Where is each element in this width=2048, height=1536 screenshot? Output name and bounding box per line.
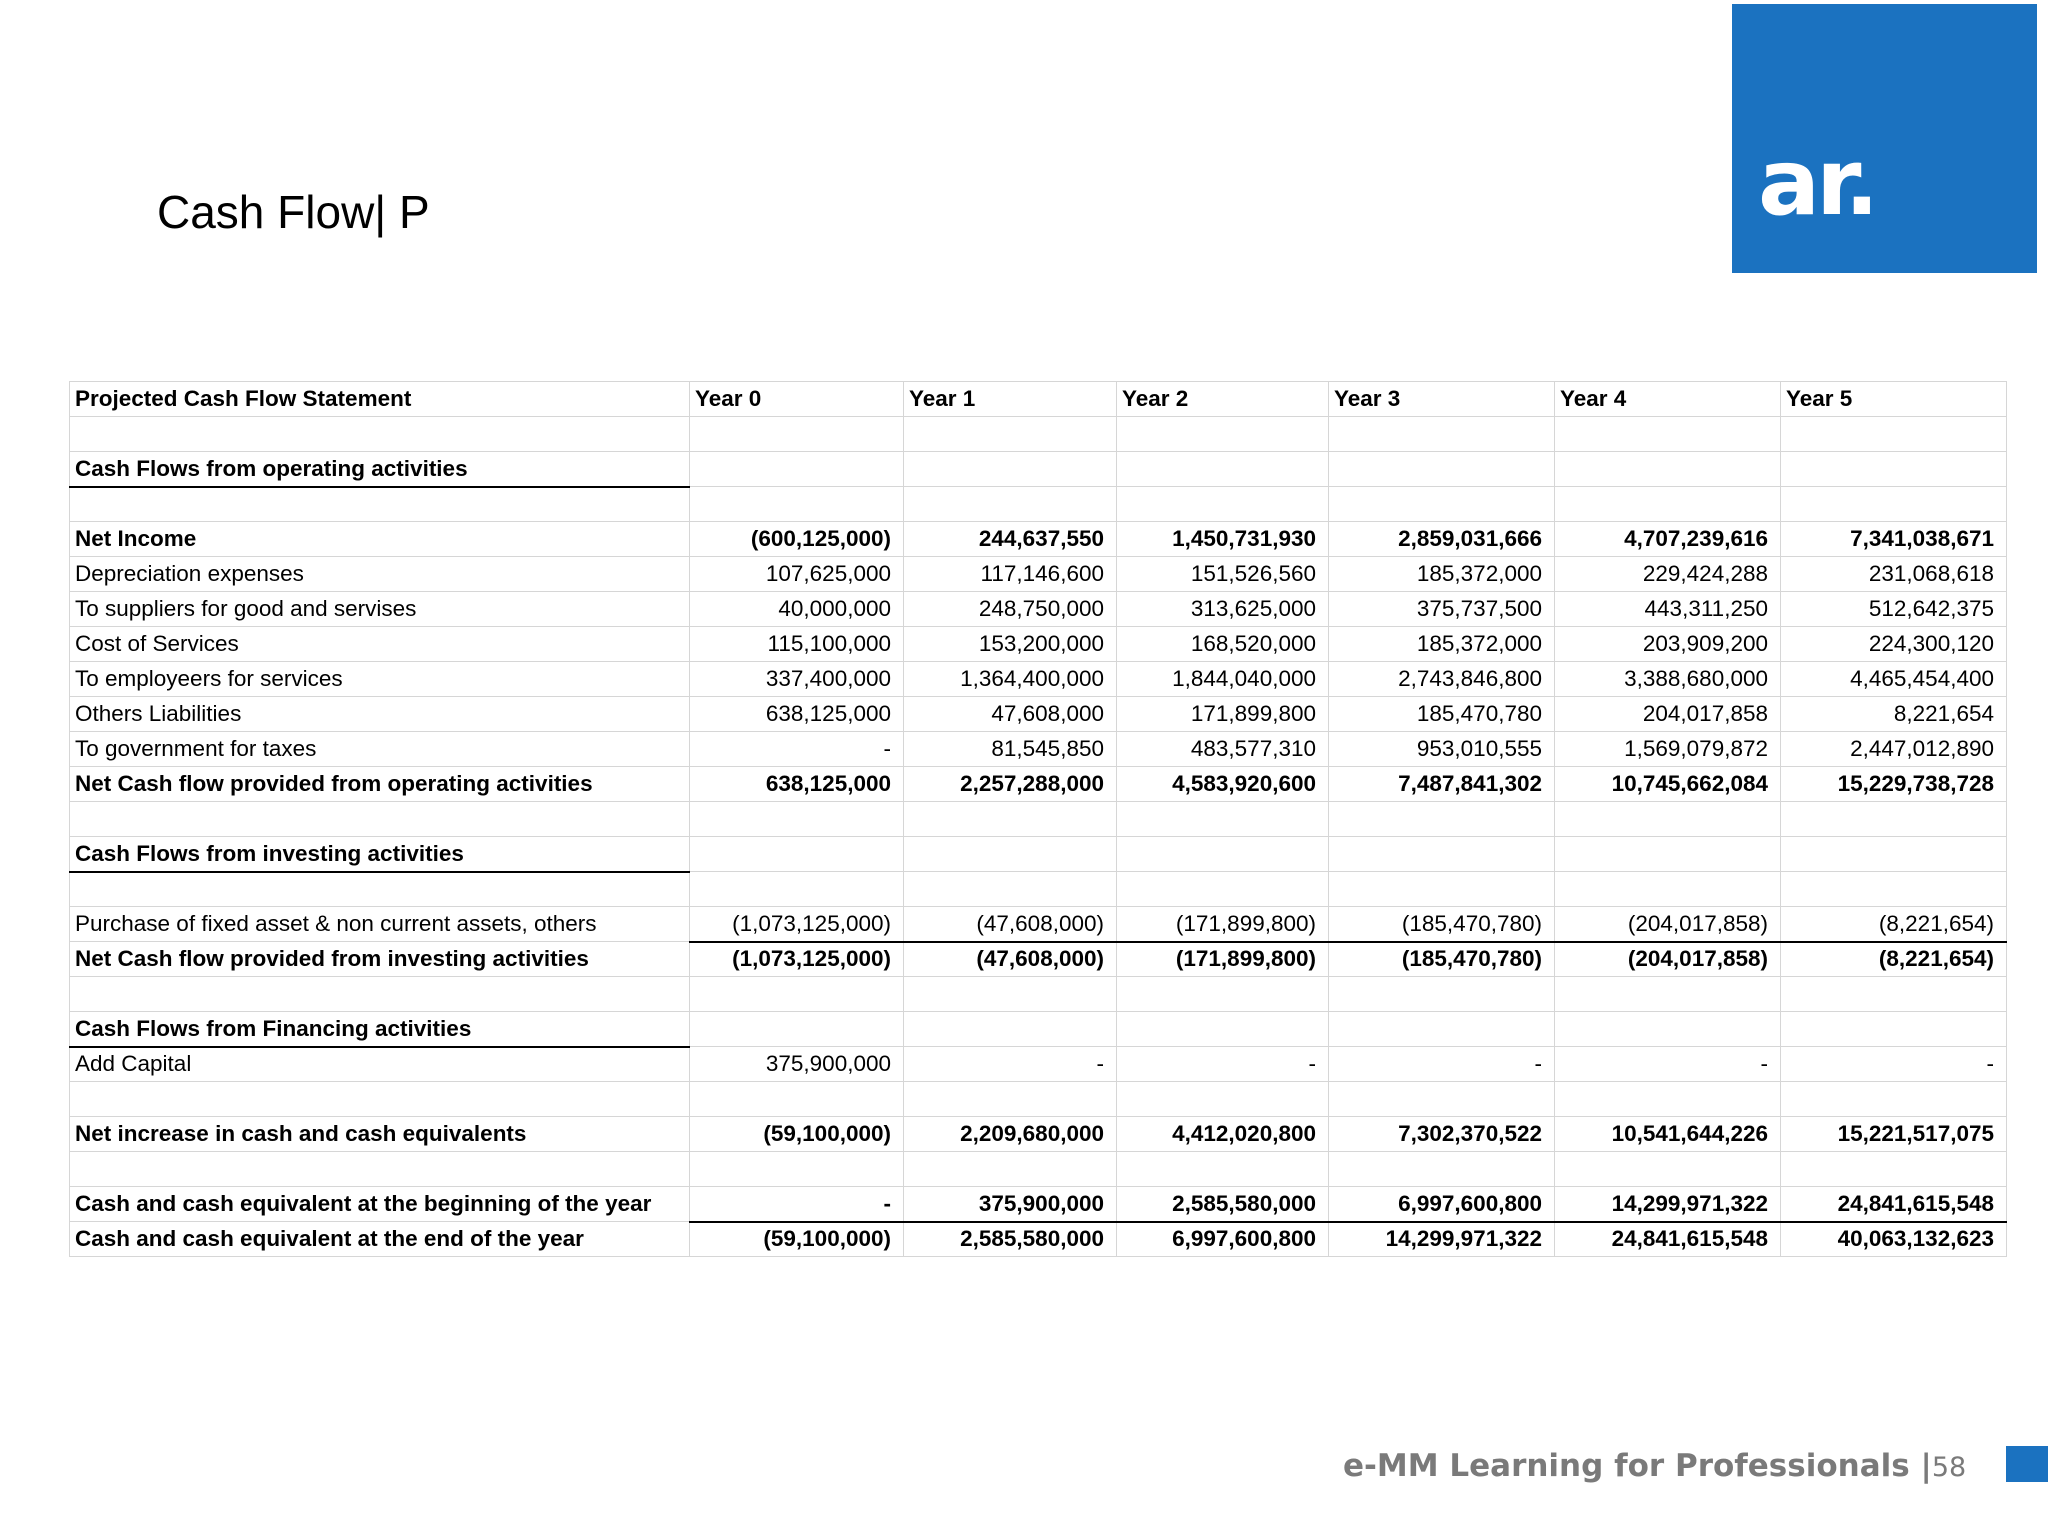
value-cell: 47,608,000 <box>904 697 1117 732</box>
blank-cell <box>1555 1152 1781 1187</box>
cost-of-services-row <box>70 627 2007 662</box>
value-cell: 40,000,000 <box>690 592 904 627</box>
blank-cell <box>1781 802 2007 837</box>
value-cell: 2,585,580,000 <box>1117 1187 1329 1222</box>
blank-cell <box>1329 1152 1555 1187</box>
blank-cell <box>904 452 1117 487</box>
value-cell: 2,257,288,000 <box>904 767 1117 802</box>
value-cell: (171,899,800) <box>1117 907 1329 942</box>
value-cell: 638,125,000 <box>690 697 904 732</box>
value-cell: - <box>690 732 904 767</box>
value-cell: (47,608,000) <box>904 942 1117 977</box>
value-cell: 375,737,500 <box>1329 592 1555 627</box>
value-cell: - <box>690 1187 904 1222</box>
header-year: Year 4 <box>1555 382 1781 417</box>
value-cell: (204,017,858) <box>1555 907 1781 942</box>
blank-row <box>70 1152 2007 1187</box>
blank-cell <box>690 487 904 522</box>
depreciation-row <box>70 557 2007 592</box>
blank-cell <box>1555 487 1781 522</box>
value-cell: (1,073,125,000) <box>690 907 904 942</box>
blank-cell <box>1329 872 1555 907</box>
cash-begin-row <box>70 1187 2007 1222</box>
blank-cell <box>1117 872 1329 907</box>
section-heading: Cash Flows from Financing activities <box>70 1012 690 1047</box>
value-cell: 40,063,132,623 <box>1781 1222 2007 1257</box>
blank-cell <box>1781 872 2007 907</box>
value-cell: (600,125,000) <box>690 522 904 557</box>
value-cell: 15,221,517,075 <box>1781 1117 2007 1152</box>
value-cell: 224,300,120 <box>1781 627 2007 662</box>
value-cell: 81,545,850 <box>904 732 1117 767</box>
row-label: Others Liabilities <box>70 697 690 732</box>
value-cell: 3,388,680,000 <box>1555 662 1781 697</box>
value-cell: - <box>1781 1047 2007 1082</box>
blank-cell <box>1329 837 1555 872</box>
value-cell: 171,899,800 <box>1117 697 1329 732</box>
blank-cell <box>904 1082 1117 1117</box>
section-heading: Cash Flows from investing activities <box>70 837 690 872</box>
blank-cell <box>904 1012 1117 1047</box>
value-cell: 4,412,020,800 <box>1117 1117 1329 1152</box>
footer-text: e-MM Learning for Professionals <box>1343 1448 1910 1484</box>
row-label: Net Cash flow provided from operating activities <box>70 767 690 802</box>
value-cell: (185,470,780) <box>1329 907 1555 942</box>
value-cell: 2,209,680,000 <box>904 1117 1117 1152</box>
blank-cell <box>1781 977 2007 1012</box>
row-label: Cash and cash equivalent at the beginning of the year <box>70 1187 690 1222</box>
blank-row <box>70 417 2007 452</box>
value-cell: 375,900,000 <box>904 1187 1117 1222</box>
blank-cell <box>690 837 904 872</box>
value-cell: (8,221,654) <box>1781 907 2007 942</box>
blank-cell <box>1117 417 1329 452</box>
blank-cell <box>1555 1082 1781 1117</box>
blank-cell <box>1781 1152 2007 1187</box>
value-cell: 953,010,555 <box>1329 732 1555 767</box>
blank-cell <box>1329 452 1555 487</box>
blank-row <box>70 872 2007 907</box>
employees-row <box>70 662 2007 697</box>
value-cell: 2,743,846,800 <box>1329 662 1555 697</box>
value-cell: 203,909,200 <box>1555 627 1781 662</box>
blank-cell <box>1555 417 1781 452</box>
value-cell: 244,637,550 <box>904 522 1117 557</box>
value-cell: 4,707,239,616 <box>1555 522 1781 557</box>
value-cell: 2,859,031,666 <box>1329 522 1555 557</box>
blank-cell <box>1781 1012 2007 1047</box>
value-cell: (47,608,000) <box>904 907 1117 942</box>
value-cell: (1,073,125,000) <box>690 942 904 977</box>
value-cell: 1,450,731,930 <box>1117 522 1329 557</box>
add-capital-row <box>70 1047 2007 1082</box>
cash-flow-table <box>69 381 2007 1257</box>
row-label: To suppliers for good and servises <box>70 592 690 627</box>
value-cell: 313,625,000 <box>1117 592 1329 627</box>
section-heading-row <box>70 837 2007 872</box>
section-heading-row <box>70 452 2007 487</box>
value-cell: 7,341,038,671 <box>1781 522 2007 557</box>
value-cell: 1,844,040,000 <box>1117 662 1329 697</box>
value-cell: - <box>1555 1047 1781 1082</box>
value-cell: 2,447,012,890 <box>1781 732 2007 767</box>
blank-cell <box>1117 487 1329 522</box>
section-heading: Cash Flows from operating activities <box>70 452 690 487</box>
net-investing-row <box>70 942 2007 977</box>
blank-cell <box>904 417 1117 452</box>
suppliers-row <box>70 592 2007 627</box>
blank-cell <box>904 487 1117 522</box>
blank-cell <box>1781 487 2007 522</box>
value-cell: 4,465,454,400 <box>1781 662 2007 697</box>
value-cell: 24,841,615,548 <box>1555 1222 1781 1257</box>
purchase-assets-row <box>70 907 2007 942</box>
blank-row <box>70 487 2007 522</box>
corner-accent <box>2006 1446 2048 1482</box>
value-cell: 337,400,000 <box>690 662 904 697</box>
cash-end-row <box>70 1222 2007 1257</box>
value-cell: 117,146,600 <box>904 557 1117 592</box>
blank-cell <box>70 1082 690 1117</box>
row-label: Depreciation expenses <box>70 557 690 592</box>
net-operating-row <box>70 767 2007 802</box>
blank-cell <box>1117 452 1329 487</box>
blank-cell <box>70 417 690 452</box>
blank-cell <box>1329 1082 1555 1117</box>
value-cell: (171,899,800) <box>1117 942 1329 977</box>
blank-cell <box>1781 1082 2007 1117</box>
page-number: 58 <box>1931 1452 1967 1483</box>
blank-cell <box>1555 872 1781 907</box>
blank-cell <box>1329 487 1555 522</box>
value-cell: 185,470,780 <box>1329 697 1555 732</box>
row-label: Purchase of fixed asset & non current assets, others <box>70 907 690 942</box>
blank-cell <box>1117 802 1329 837</box>
row-label: To government for taxes <box>70 732 690 767</box>
blank-cell <box>690 977 904 1012</box>
row-label: Net Income <box>70 522 690 557</box>
blank-cell <box>1781 452 2007 487</box>
blank-cell <box>70 802 690 837</box>
value-cell: (185,470,780) <box>1329 942 1555 977</box>
blank-cell <box>1555 1012 1781 1047</box>
blank-cell <box>690 802 904 837</box>
value-cell: 7,487,841,302 <box>1329 767 1555 802</box>
blank-cell <box>1117 1082 1329 1117</box>
blank-cell <box>690 1152 904 1187</box>
row-label: Net Cash flow provided from investing activities <box>70 942 690 977</box>
blank-cell <box>1555 802 1781 837</box>
blank-row <box>70 977 2007 1012</box>
value-cell: 10,541,644,226 <box>1555 1117 1781 1152</box>
value-cell: 168,520,000 <box>1117 627 1329 662</box>
value-cell: (8,221,654) <box>1781 942 2007 977</box>
value-cell: 15,229,738,728 <box>1781 767 2007 802</box>
brand-logo <box>1732 4 2037 273</box>
value-cell: 638,125,000 <box>690 767 904 802</box>
value-cell: 4,583,920,600 <box>1117 767 1329 802</box>
table-header-row <box>70 382 2007 417</box>
value-cell: 107,625,000 <box>690 557 904 592</box>
blank-cell <box>1117 837 1329 872</box>
header-year: Year 5 <box>1781 382 2007 417</box>
page-title: Cash Flow| P <box>157 186 430 238</box>
net-increase-row <box>70 1117 2007 1152</box>
value-cell: 375,900,000 <box>690 1047 904 1082</box>
value-cell: 115,100,000 <box>690 627 904 662</box>
header-year: Year 2 <box>1117 382 1329 417</box>
value-cell: 6,997,600,800 <box>1117 1222 1329 1257</box>
row-label: Net increase in cash and cash equivalents <box>70 1117 690 1152</box>
row-label: Cash and cash equivalent at the end of the year <box>70 1222 690 1257</box>
value-cell: 185,372,000 <box>1329 557 1555 592</box>
value-cell: 185,372,000 <box>1329 627 1555 662</box>
value-cell: 153,200,000 <box>904 627 1117 662</box>
section-heading-row <box>70 1012 2007 1047</box>
value-cell: - <box>904 1047 1117 1082</box>
value-cell: (204,017,858) <box>1555 942 1781 977</box>
value-cell: 229,424,288 <box>1555 557 1781 592</box>
value-cell: 14,299,971,322 <box>1329 1222 1555 1257</box>
blank-cell <box>1329 977 1555 1012</box>
blank-cell <box>1555 977 1781 1012</box>
blank-cell <box>690 417 904 452</box>
value-cell: - <box>1117 1047 1329 1082</box>
blank-cell <box>904 837 1117 872</box>
header-year: Year 1 <box>904 382 1117 417</box>
header-label: Projected Cash Flow Statement <box>70 382 690 417</box>
other-liabilities-row <box>70 697 2007 732</box>
blank-cell <box>690 1082 904 1117</box>
net-income-row <box>70 522 2007 557</box>
value-cell: 8,221,654 <box>1781 697 2007 732</box>
row-label: To employeers for services <box>70 662 690 697</box>
logo-text: ar. <box>1758 129 1876 236</box>
value-cell: - <box>1329 1047 1555 1082</box>
value-cell: (59,100,000) <box>690 1222 904 1257</box>
value-cell: 231,068,618 <box>1781 557 2007 592</box>
blank-cell <box>1555 837 1781 872</box>
blank-cell <box>690 452 904 487</box>
value-cell: 248,750,000 <box>904 592 1117 627</box>
blank-cell <box>1117 1152 1329 1187</box>
value-cell: 1,364,400,000 <box>904 662 1117 697</box>
blank-cell <box>1117 1012 1329 1047</box>
value-cell: 483,577,310 <box>1117 732 1329 767</box>
row-label: Cost of Services <box>70 627 690 662</box>
header-year: Year 0 <box>690 382 904 417</box>
blank-cell <box>1555 452 1781 487</box>
blank-cell <box>904 977 1117 1012</box>
blank-cell <box>904 802 1117 837</box>
value-cell: 14,299,971,322 <box>1555 1187 1781 1222</box>
blank-cell <box>1781 837 2007 872</box>
blank-cell <box>70 872 690 907</box>
blank-row <box>70 1082 2007 1117</box>
blank-cell <box>1781 417 2007 452</box>
blank-cell <box>70 1152 690 1187</box>
blank-cell <box>1117 977 1329 1012</box>
taxes-row <box>70 732 2007 767</box>
row-label: Add Capital <box>70 1047 690 1082</box>
blank-cell <box>904 872 1117 907</box>
value-cell: 512,642,375 <box>1781 592 2007 627</box>
value-cell: 443,311,250 <box>1555 592 1781 627</box>
value-cell: (59,100,000) <box>690 1117 904 1152</box>
footer <box>1343 1448 1966 1484</box>
value-cell: 1,569,079,872 <box>1555 732 1781 767</box>
blank-cell <box>904 1152 1117 1187</box>
value-cell: 10,745,662,084 <box>1555 767 1781 802</box>
blank-cell <box>690 872 904 907</box>
blank-cell <box>70 487 690 522</box>
blank-cell <box>690 1012 904 1047</box>
value-cell: 204,017,858 <box>1555 697 1781 732</box>
blank-cell <box>1329 802 1555 837</box>
blank-row <box>70 802 2007 837</box>
blank-cell <box>1329 417 1555 452</box>
value-cell: 6,997,600,800 <box>1329 1187 1555 1222</box>
blank-cell <box>70 977 690 1012</box>
value-cell: 2,585,580,000 <box>904 1222 1117 1257</box>
value-cell: 151,526,560 <box>1117 557 1329 592</box>
footer-separator: | <box>1920 1448 1932 1484</box>
value-cell: 24,841,615,548 <box>1781 1187 2007 1222</box>
blank-cell <box>1329 1012 1555 1047</box>
value-cell: 7,302,370,522 <box>1329 1117 1555 1152</box>
header-year: Year 3 <box>1329 382 1555 417</box>
